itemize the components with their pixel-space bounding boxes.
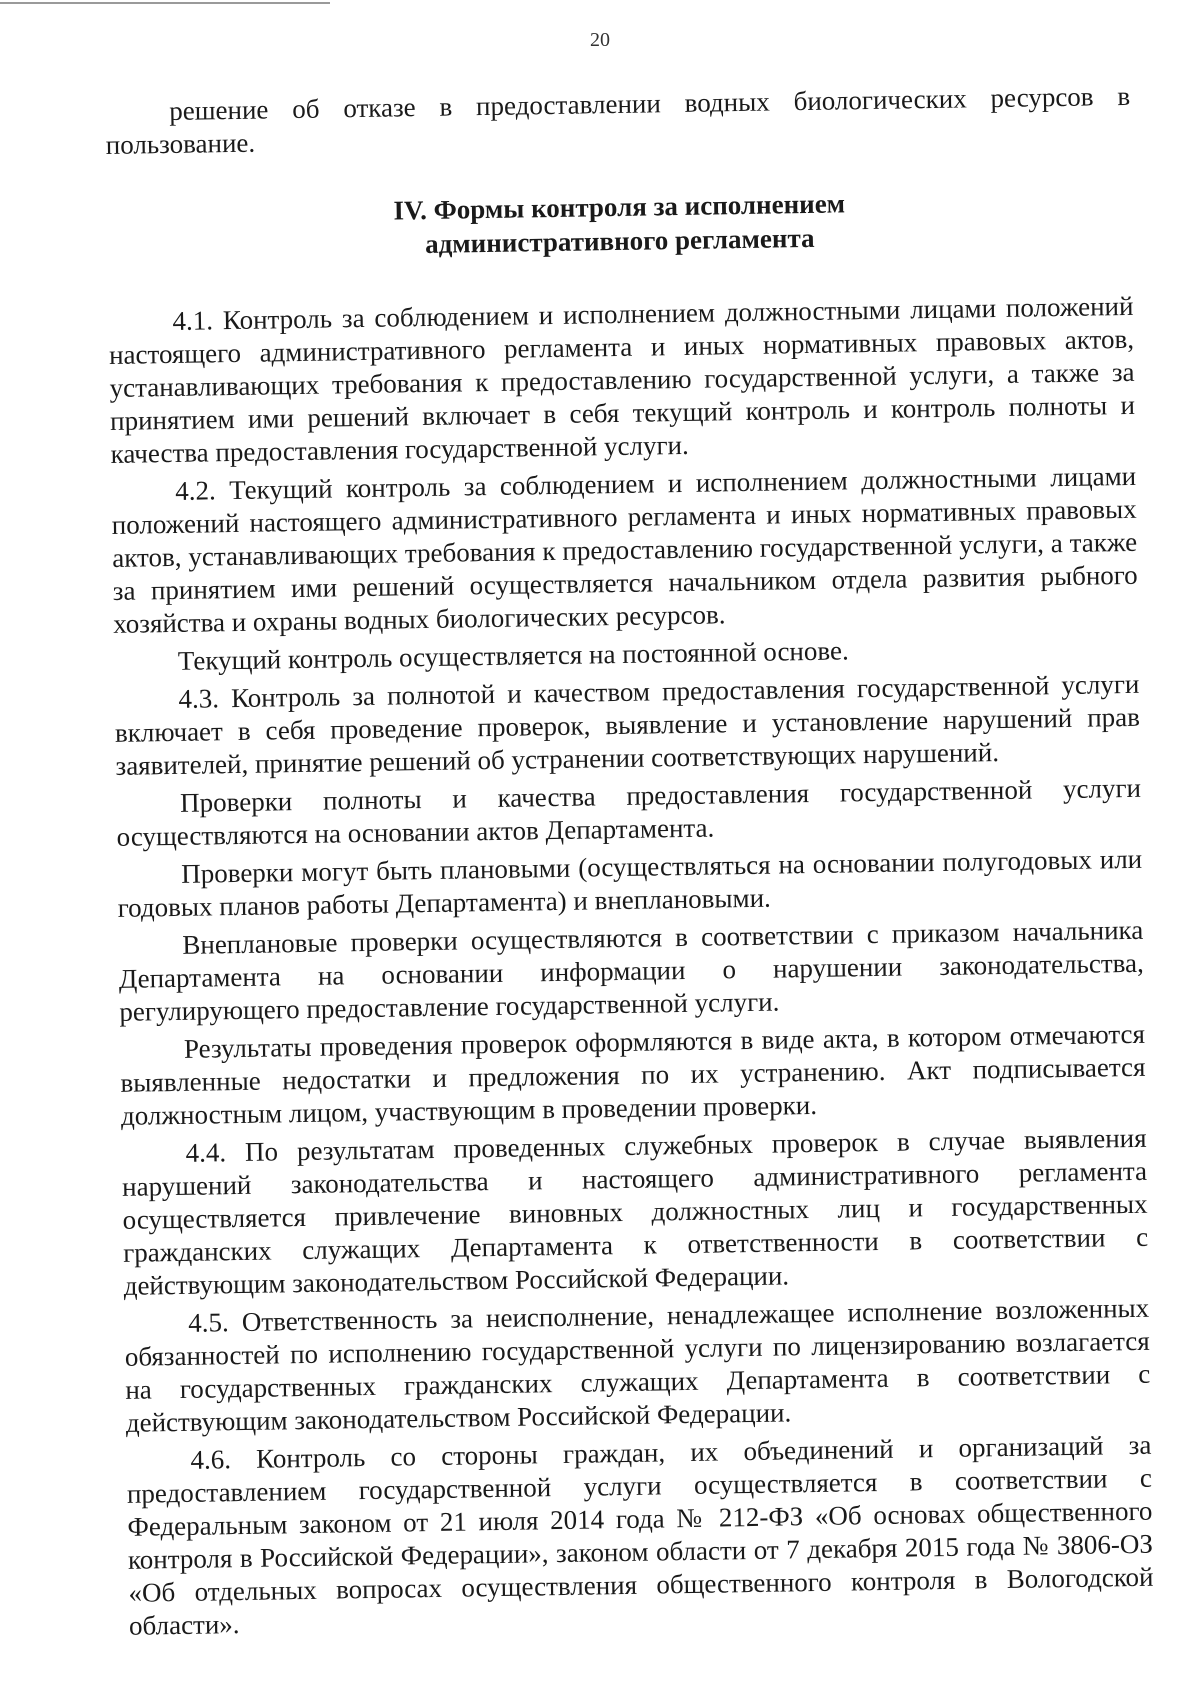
paragraph-4-6: 4.6. Контроль со стороны граждан, их объединений и организаций за предоставлением государственной услуги осуществляется в соответствии с Федеральным законом от 21 июля 2014 года № 212-ФЗ «Об основах общественного контроля в Российской Федерации», законом области от 7 декабря 2015 года № 3806-ОЗ «Об отдельных вопросах осуществления общественного контроля в Вологодской области». bbox=[126, 1429, 1154, 1641]
section-heading-line-2: административного регламента bbox=[424, 222, 815, 259]
section-heading bbox=[107, 182, 1133, 266]
paragraph-inspections-basis: Проверки полноты и качества предоставления государственной услуги осуществляются на основании актов Департамента. bbox=[116, 772, 1142, 852]
paragraph-4-5: 4.5. Ответственность за неисполнение, ненадлежащее исполнение возложенных обязанностей по исполнению государственной услуги по лицензированию возлагается на государственных гражданских служащих Департамента в соответствии с действующим законодательством Российской Федерации. bbox=[124, 1292, 1151, 1438]
paragraph-current-control: Текущий контроль осуществляется на постоянной основе. bbox=[177, 635, 849, 676]
intro-paragraph: решение об отказе в предоставлении водных биологических ресурсов в пользование. bbox=[105, 80, 1131, 160]
document-body bbox=[105, 80, 1154, 1648]
scan-edge-line bbox=[0, 2, 330, 4]
paragraph-4-4: 4.4. По результатам проведенных служебных проверок в случае выявления нарушений законодательства и настоящего административного регламента осуществляется привлечение виновных должностных лиц и государственных гражданских служащих Департамента к ответственности в соответствии с действующим законодательством Российской Федерации. bbox=[121, 1122, 1149, 1301]
paragraph-4-3: 4.3. Контроль за полнотой и качеством предоставления государственной услуги включает в себя проведение проверок, выявление и установление нарушений прав заявителей, принятие решений об устранении соответствующих нарушений. bbox=[114, 668, 1141, 781]
paragraph-inspection-results: Результаты проведения проверок оформляются в виде акта, в котором отмечаются выявленные недостатки и предложения по их устранению. Акт подписывается должностным лицом, участвующим в проведении проверки. bbox=[120, 1018, 1146, 1131]
paragraph-4-2: 4.2. Текущий контроль за соблюдением и исполнением должностными лицами положений настоящего административного регламента и иных нормативных правовых актов, устанавливающих требования к предоставлению государственной услуги, а также за принятием ими решений осуществляется начальником отдела развития рыбного хозяйства и охраны водных биологических ресурсов. bbox=[111, 460, 1138, 639]
paragraph-4-1: 4.1. Контроль за соблюдением и исполнением должностными лицами положений настоящего административного регламента и иных нормативных правовых актов, устанавливающих требования к предоставлению государственной услуги, а также за принятием ими решений включает в себя текущий контроль и контроль полноты и качества предоставления государственной услуги. bbox=[108, 290, 1136, 469]
paragraph-unscheduled-inspections: Внеплановые проверки осуществляются в соответствии с приказом начальника Департамента на основании информации о нарушении законодательства, регулирующего предоставление государственной услуги. bbox=[118, 914, 1144, 1027]
paragraph-inspections-types: Проверки могут быть плановыми (осуществляться на основании полугодовых или годовых планов работы Департамента) и внеплановыми. bbox=[117, 843, 1143, 923]
page-number: 20 bbox=[590, 29, 610, 51]
section-heading-line-1: IV. Формы контроля за исполнением bbox=[393, 188, 846, 226]
